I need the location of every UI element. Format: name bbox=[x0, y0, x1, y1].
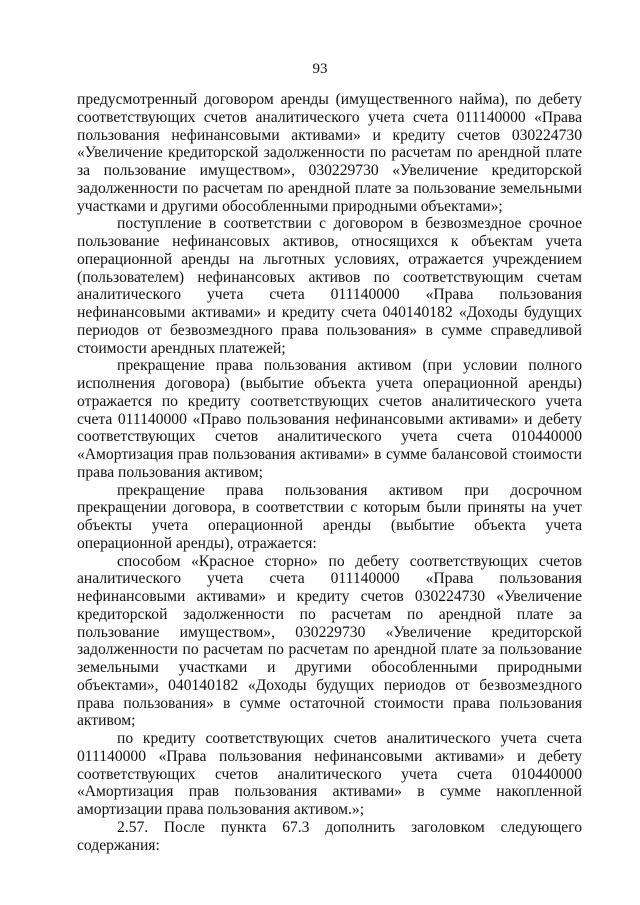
paragraph-early-termination: прекращение права пользования активом при досрочном прекращении договора, в соответствии с которым были приняты на учет объекты учета операционной аренды (выбытие объекта учета операционной аренды), отражается: bbox=[77, 481, 582, 552]
paragraph-accumulated-amortization: по кредиту соответствующих счетов аналитического учета счета 011140000 «Права пользования нефинансовыми активами» и дебету соответствующих счетов аналитического учета счета 010440000 «Амортизация прав пользования активами» в сумме накопленной амортизации права пользования активом.»; bbox=[77, 730, 582, 818]
paragraph-free-use-receipt: поступление в соответствии с договором в безвозмездное срочное пользование нефинансовых активов, относящихся к объектам учета операционной аренды на льготных условиях, отражается учреждением (пользователем) нефинансовых активов по соответствующим счетам аналитического учета счета 011140000 «Права пользования нефинансовыми активами» и кредиту счета 040140182 «Доходы будущих периодов от безвозмездного права пользования» в сумме справедливой стоимости арендных платежей; bbox=[77, 215, 582, 357]
paragraph-right-of-use-termination: прекращение права пользования активом (при условии полного исполнения договора) (выбытие объекта учета операционной аренды) отражается по кредиту соответствующих счетов аналитического учета счета 011140000 «Право пользования нефинансовыми активами» и дебету соответствующих счетов аналитического учета счета 010440000 «Амортизация прав пользования активами» в сумме балансовой стоимости права пользования активом; bbox=[77, 357, 582, 481]
paragraph-red-storno: способом «Красное сторно» по дебету соответствующих счетов аналитического учета счета 011140000 «Права пользования нефинансовыми активами» и кредиту счетов 030224730 «Увеличение кредиторской задолженности по расчетам по арендной плате за пользование имуществом», 030229730 «Увеличение кредиторской задолженности по расчетам по расчетам по арендной плате за пользование земельными участками и другими обособленными природными объектами», 040140182 «Доходы будущих периодов от безвозмездного права пользования» в сумме остаточной стоимости права пользования активом; bbox=[77, 552, 582, 730]
document-body bbox=[77, 91, 582, 854]
paragraph-lease-debit-credit: предусмотренный договором аренды (имущественного найма), по дебету соответствующих счетов аналитического учета счета 011140000 «Права пользования нефинансовыми активами» и кредиту счетов 030224730 «Увеличение кредиторской задолженности по расчетам по арендной плате за пользование имуществом», 030229730 «Увеличение кредиторской задолженности по расчетам по арендной плате за пользование земельными участками и другими обособленными природными объектами»; bbox=[77, 91, 582, 215]
page-number: 93 bbox=[312, 61, 328, 77]
paragraph-item-2-57: 2.57. После пункта 67.3 дополнить заголовком следующего содержания: bbox=[77, 818, 582, 854]
